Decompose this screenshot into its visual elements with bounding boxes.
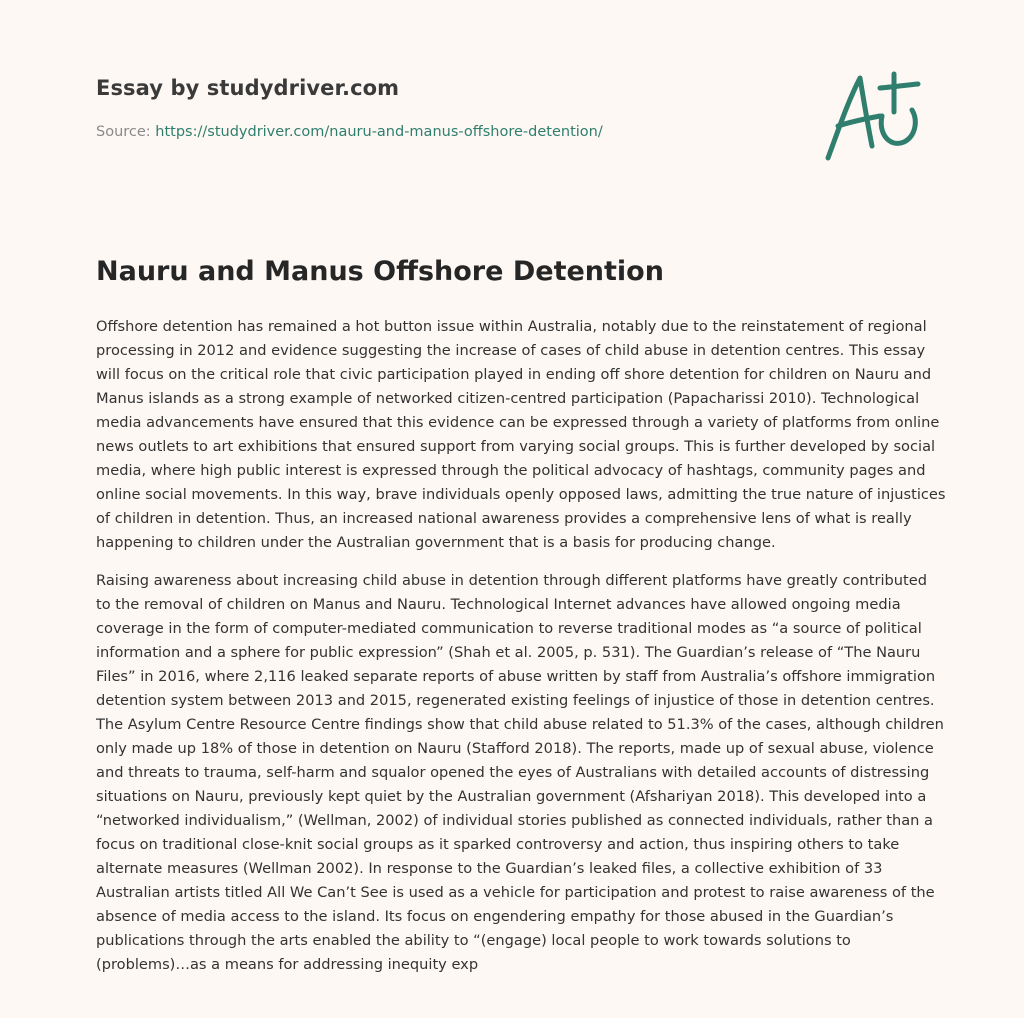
article-title: Nauru and Manus Offshore Detention bbox=[96, 256, 664, 287]
a-plus-logo-icon bbox=[818, 66, 930, 166]
essay-paragraph: Offshore detention has remained a hot button issue within Australia, notably due to the reinstatement of regional processing in 2012 and evidence suggesting the increase of cases of child abuse in detention centres. This essay will focus on the critical role that civic participation played in ending off shore detention for children on Nauru and Manus islands as a strong example of networked citizen-centred participation (Papacharissi 2010). Technological media advancements have ensured that this evidence can be expressed through a variety of platforms from online news outlets to art exhibitions that ensured support from varying social groups. This is further developed by social media, where high public interest is expressed through the political advocacy of hashtags, community pages and online social movements. In this way, brave individuals openly opposed laws, admitting the true nature of injustices of children in detention. Thus, an increased national awareness provides a comprehensive lens of what is really happening to children under the Australian government that is a basis for producing change. bbox=[96, 318, 946, 551]
source-line bbox=[96, 124, 603, 140]
source-link[interactable]: https://studydriver.com/nauru-and-manus-offshore-detention/ bbox=[155, 124, 603, 140]
source-label: Source: bbox=[96, 124, 156, 140]
essay-body bbox=[96, 315, 946, 1018]
essay-paragraph: Raising awareness about increasing child abuse in detention through different platforms have greatly contributed to the removal of children on Manus and Nauru. Technological Internet advances have allowed ongoing media coverage in the form of computer-mediated communication to reverse traditional modes as “a source of political information and a sphere for public expression” (Shah et al. 2005, p. 531). The Guardian’s release of “The Nauru Files” in 2016, where 2,116 leaked separate reports of abuse written by staff from Australia’s offshore immigration detention system between 2013 and 2015, regenerated existing feelings of injustice of those in detention centres. The Asylum Centre Resource Centre findings show that child abuse related to 51.3% of the cases, although children only made up 18% of those in detention on Nauru (Stafford 2018). The reports, made up of sexual abuse, violence and threats to trauma, self-harm and squalor opened the eyes of Australians with detailed accounts of distressing situations on Nauru, previously kept quiet by the Australian government (Afshariyan 2018). This developed into a “networked individualism,” (Wellman, 2002) of individual stories published as connected individuals, rather than a focus on traditional close-knit social groups as it sparked controversy and action, thus inspiring others to take alternate measures (Wellman 2002). In response to the Guardian’s leaked files, a collective exhibition of 33 Australian artists titled All We Can’t See is used as a vehicle for participation and protest to raise awareness of the absence of media access to the island. Its focus on engendering empathy for those abused in the Guardian’s publications through the arts enabled the ability to “(engage) local people to work towards solutions to (problems)…as a means for addressing inequity exp bbox=[96, 572, 944, 973]
site-title: Essay by studydriver.com bbox=[96, 76, 400, 100]
essay-header bbox=[0, 0, 1024, 220]
